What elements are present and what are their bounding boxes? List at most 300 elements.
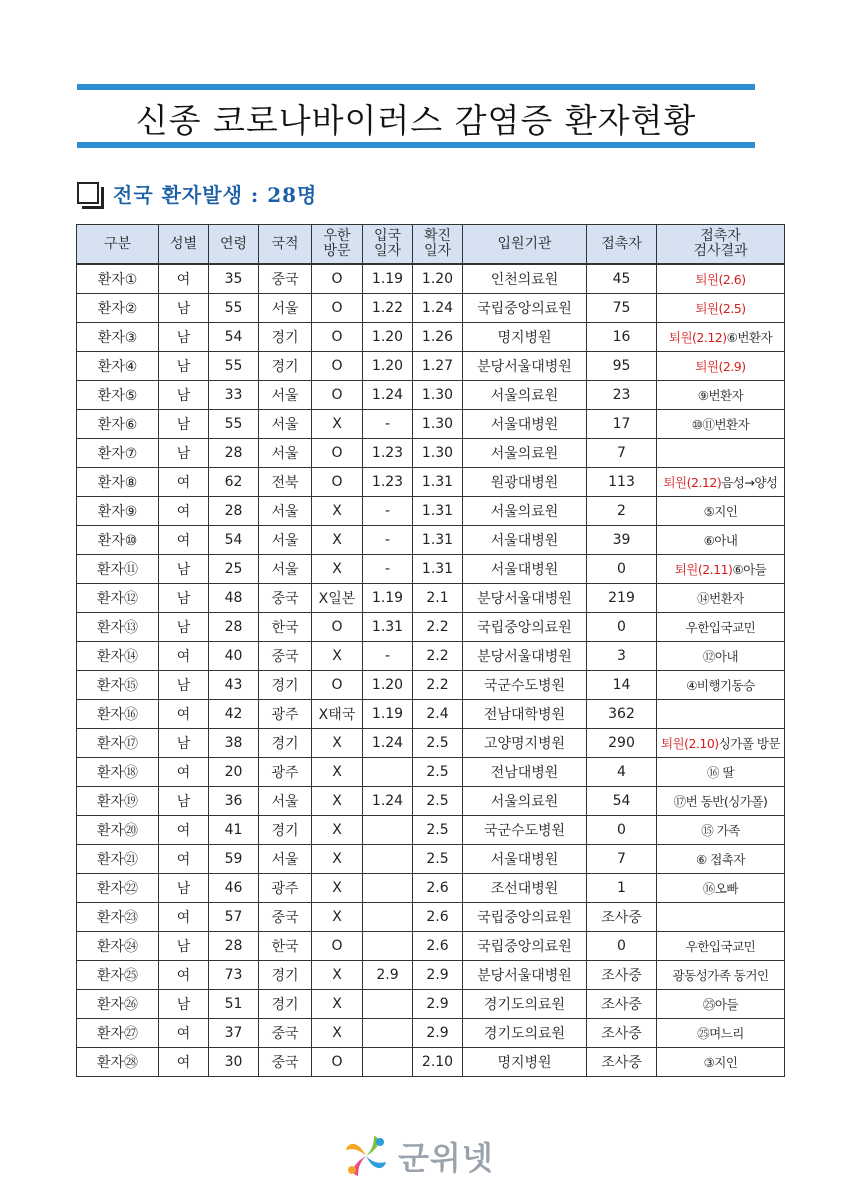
contacts-cell: 219	[587, 584, 657, 613]
contacts-cell: 0	[587, 932, 657, 961]
nationality-cell: 서울	[259, 555, 312, 584]
nationality-cell: 서울	[259, 787, 312, 816]
patient-id-cell: 환자㉔	[77, 932, 159, 961]
contact-note: 우한입국교민	[685, 939, 756, 954]
entry-date-cell: 1.23	[363, 468, 413, 497]
patient-id-cell: 환자㉑	[77, 845, 159, 874]
table-row	[77, 874, 785, 903]
sex-cell: 남	[159, 439, 209, 468]
age-cell: 55	[209, 352, 259, 381]
contacts-cell: 조사중	[587, 1048, 657, 1077]
age-cell: 46	[209, 874, 259, 903]
table-header-row	[77, 225, 785, 265]
discharge-status: 퇴원(2.5)	[695, 301, 746, 316]
wuhan-visit-cell: O	[312, 264, 363, 294]
sex-cell: 남	[159, 787, 209, 816]
confirm-date-cell: 1.30	[413, 410, 463, 439]
title-block	[77, 84, 755, 148]
entry-date-cell: 1.19	[363, 700, 413, 729]
nationality-cell: 경기	[259, 323, 312, 352]
age-cell: 73	[209, 961, 259, 990]
contacts-cell: 7	[587, 439, 657, 468]
wuhan-visit-cell: O	[312, 352, 363, 381]
age-cell: 28	[209, 439, 259, 468]
table-row	[77, 526, 785, 555]
sex-cell: 남	[159, 294, 209, 323]
confirm-date-cell: 2.6	[413, 874, 463, 903]
patient-id-cell: 환자⑲	[77, 787, 159, 816]
table-row	[77, 410, 785, 439]
contacts-cell: 0	[587, 613, 657, 642]
contact-note: ⑥아들	[732, 562, 767, 577]
patient-id-cell: 환자㉖	[77, 990, 159, 1019]
table-row	[77, 1019, 785, 1048]
patient-id-cell: 환자㉗	[77, 1019, 159, 1048]
table-row	[77, 729, 785, 758]
hospital-cell: 전남대병원	[463, 758, 587, 787]
sex-cell: 여	[159, 1048, 209, 1077]
entry-date-cell: 1.24	[363, 729, 413, 758]
column-header: 확진 일자	[413, 225, 463, 265]
age-cell: 55	[209, 410, 259, 439]
patient-id-cell: 환자⑤	[77, 381, 159, 410]
contacts-cell: 39	[587, 526, 657, 555]
entry-date-cell: -	[363, 410, 413, 439]
contacts-cell: 75	[587, 294, 657, 323]
wuhan-visit-cell: O	[312, 381, 363, 410]
table-row	[77, 961, 785, 990]
confirm-date-cell: 2.9	[413, 961, 463, 990]
page-title: 신종 코로나바이러스 감염증 환자현황	[135, 101, 697, 140]
hospital-cell: 명지병원	[463, 1048, 587, 1077]
contacts-cell: 조사중	[587, 961, 657, 990]
section-header	[77, 178, 317, 208]
contacts-cell: 290	[587, 729, 657, 758]
wuhan-visit-cell: O	[312, 613, 363, 642]
wuhan-visit-cell: X	[312, 729, 363, 758]
confirm-date-cell: 1.31	[413, 497, 463, 526]
wuhan-visit-cell: X	[312, 526, 363, 555]
confirm-date-cell: 1.31	[413, 526, 463, 555]
wuhan-visit-cell: X태국	[312, 700, 363, 729]
contacts-cell: 23	[587, 381, 657, 410]
confirm-date-cell: 1.20	[413, 264, 463, 294]
table-row	[77, 352, 785, 381]
sex-cell: 남	[159, 410, 209, 439]
table-row	[77, 990, 785, 1019]
table-row	[77, 903, 785, 932]
sex-cell: 여	[159, 497, 209, 526]
contact-result-cell	[657, 323, 785, 352]
nationality-cell: 중국	[259, 1048, 312, 1077]
entry-date-cell: 1.23	[363, 439, 413, 468]
age-cell: 38	[209, 729, 259, 758]
checkbox-icon	[77, 182, 99, 204]
wuhan-visit-cell: X	[312, 990, 363, 1019]
nationality-cell: 중국	[259, 264, 312, 294]
sex-cell: 여	[159, 264, 209, 294]
contacts-cell: 7	[587, 845, 657, 874]
discharge-status: 퇴원(2.11)	[674, 562, 733, 577]
contact-note: ⑥번환자	[726, 330, 773, 345]
contact-result-cell	[657, 671, 785, 700]
contact-result-cell	[657, 990, 785, 1019]
contact-result-cell	[657, 903, 785, 932]
age-cell: 40	[209, 642, 259, 671]
hospital-cell: 고양명지병원	[463, 729, 587, 758]
title-top-rule	[77, 84, 755, 90]
hospital-cell: 분당서울대병원	[463, 642, 587, 671]
confirm-date-cell: 1.26	[413, 323, 463, 352]
nationality-cell: 중국	[259, 642, 312, 671]
contacts-cell: 조사중	[587, 990, 657, 1019]
entry-date-cell	[363, 1019, 413, 1048]
nationality-cell: 서울	[259, 526, 312, 555]
nationality-cell: 중국	[259, 1019, 312, 1048]
patient-id-cell: 환자⑮	[77, 671, 159, 700]
patient-id-cell: 환자⑦	[77, 439, 159, 468]
contact-result-cell	[657, 468, 785, 497]
entry-date-cell	[363, 816, 413, 845]
patient-id-cell: 환자⑥	[77, 410, 159, 439]
patient-id-cell: 환자①	[77, 264, 159, 294]
hospital-cell: 명지병원	[463, 323, 587, 352]
entry-date-cell: 1.22	[363, 294, 413, 323]
entry-date-cell: 1.19	[363, 264, 413, 294]
sex-cell: 여	[159, 961, 209, 990]
column-header: 접촉자 검사결과	[657, 225, 785, 265]
contact-note: ⑥아내	[703, 533, 738, 548]
age-cell: 59	[209, 845, 259, 874]
age-cell: 43	[209, 671, 259, 700]
entry-date-cell	[363, 903, 413, 932]
entry-date-cell: -	[363, 497, 413, 526]
contact-note: 우한입국교민	[685, 620, 756, 635]
confirm-date-cell: 2.5	[413, 729, 463, 758]
age-cell: 57	[209, 903, 259, 932]
confirm-date-cell: 2.2	[413, 613, 463, 642]
entry-date-cell: 1.24	[363, 381, 413, 410]
hospital-cell: 국군수도병원	[463, 816, 587, 845]
hospital-cell: 서울대병원	[463, 845, 587, 874]
contact-result-cell	[657, 932, 785, 961]
confirm-date-cell: 1.24	[413, 294, 463, 323]
contacts-cell: 1	[587, 874, 657, 903]
contact-note: 싱가폴 방문	[718, 736, 781, 751]
patient-id-cell: 환자⑨	[77, 497, 159, 526]
sex-cell: 남	[159, 990, 209, 1019]
entry-date-cell	[363, 845, 413, 874]
entry-date-cell: 1.31	[363, 613, 413, 642]
confirm-date-cell: 2.2	[413, 642, 463, 671]
age-cell: 28	[209, 613, 259, 642]
entry-date-cell: 2.9	[363, 961, 413, 990]
contact-result-cell	[657, 439, 785, 468]
nationality-cell: 경기	[259, 729, 312, 758]
hospital-cell: 국립중앙의료원	[463, 613, 587, 642]
table-row	[77, 497, 785, 526]
wuhan-visit-cell: X	[312, 874, 363, 903]
column-header: 성별	[159, 225, 209, 265]
entry-date-cell	[363, 758, 413, 787]
table-row	[77, 932, 785, 961]
contact-note: ㉕며느리	[697, 1026, 744, 1041]
confirm-date-cell: 2.1	[413, 584, 463, 613]
hospital-cell: 서울의료원	[463, 497, 587, 526]
hospital-cell: 분당서울대병원	[463, 352, 587, 381]
contacts-cell: 54	[587, 787, 657, 816]
contact-result-cell	[657, 787, 785, 816]
table-row	[77, 671, 785, 700]
patient-id-cell: 환자⑬	[77, 613, 159, 642]
contacts-cell: 4	[587, 758, 657, 787]
contact-note: ⑯오빠	[702, 881, 739, 896]
column-header: 연령	[209, 225, 259, 265]
wuhan-visit-cell: O	[312, 671, 363, 700]
contact-result-cell	[657, 758, 785, 787]
age-cell: 33	[209, 381, 259, 410]
patient-id-cell: 환자⑰	[77, 729, 159, 758]
wuhan-visit-cell: O	[312, 932, 363, 961]
nationality-cell: 한국	[259, 613, 312, 642]
confirm-date-cell: 1.30	[413, 439, 463, 468]
entry-date-cell	[363, 1048, 413, 1077]
contact-result-cell	[657, 410, 785, 439]
contact-result-cell	[657, 584, 785, 613]
wuhan-visit-cell: X	[312, 903, 363, 932]
discharge-status: 퇴원(2.10)	[660, 736, 719, 751]
entry-date-cell: 1.20	[363, 671, 413, 700]
contact-note: ⑫아내	[702, 649, 739, 664]
table-row	[77, 381, 785, 410]
nationality-cell: 광주	[259, 874, 312, 903]
nationality-cell: 한국	[259, 932, 312, 961]
confirm-date-cell: 1.31	[413, 468, 463, 497]
sex-cell: 여	[159, 816, 209, 845]
sex-cell: 여	[159, 526, 209, 555]
contact-result-cell	[657, 845, 785, 874]
contacts-cell: 조사중	[587, 903, 657, 932]
nationality-cell: 중국	[259, 903, 312, 932]
column-header: 우한 방문	[312, 225, 363, 265]
table-row	[77, 584, 785, 613]
contact-note: ㉕아들	[702, 997, 739, 1012]
age-cell: 42	[209, 700, 259, 729]
column-header: 국적	[259, 225, 312, 265]
contacts-cell: 0	[587, 816, 657, 845]
nationality-cell: 경기	[259, 671, 312, 700]
wuhan-visit-cell: O	[312, 1048, 363, 1077]
contact-result-cell	[657, 613, 785, 642]
hospital-cell: 분당서울대병원	[463, 584, 587, 613]
patient-id-cell: 환자③	[77, 323, 159, 352]
table-row	[77, 439, 785, 468]
contacts-cell: 17	[587, 410, 657, 439]
confirm-date-cell: 2.6	[413, 932, 463, 961]
entry-date-cell: -	[363, 526, 413, 555]
patient-id-cell: 환자⑪	[77, 555, 159, 584]
contacts-cell: 2	[587, 497, 657, 526]
wuhan-visit-cell: X	[312, 845, 363, 874]
wuhan-visit-cell: X일본	[312, 584, 363, 613]
table-row	[77, 294, 785, 323]
sex-cell: 남	[159, 932, 209, 961]
entry-date-cell	[363, 932, 413, 961]
sex-cell: 남	[159, 352, 209, 381]
nationality-cell: 경기	[259, 990, 312, 1019]
contact-result-cell	[657, 961, 785, 990]
contact-result-cell	[657, 1048, 785, 1077]
contacts-cell: 45	[587, 264, 657, 294]
hospital-cell: 국군수도병원	[463, 671, 587, 700]
sex-cell: 여	[159, 642, 209, 671]
sex-cell: 여	[159, 1019, 209, 1048]
contact-result-cell	[657, 874, 785, 903]
patient-id-cell: 환자⑭	[77, 642, 159, 671]
entry-date-cell	[363, 874, 413, 903]
wuhan-visit-cell: O	[312, 294, 363, 323]
contact-note: ⑨번환자	[697, 388, 744, 403]
contact-result-cell	[657, 294, 785, 323]
patient-table	[76, 224, 785, 1077]
contact-note: ⑰번 동반(싱가폴)	[673, 794, 768, 809]
sex-cell: 여	[159, 903, 209, 932]
age-cell: 51	[209, 990, 259, 1019]
hospital-cell: 국립중앙의료원	[463, 903, 587, 932]
sex-cell: 여	[159, 468, 209, 497]
confirm-date-cell: 2.10	[413, 1048, 463, 1077]
pinwheel-logo-icon	[340, 1130, 392, 1182]
patient-id-cell: 환자㉘	[77, 1048, 159, 1077]
contact-note: 음성→양성	[721, 475, 778, 490]
column-header: 접촉자	[587, 225, 657, 265]
patient-id-cell: 환자⑩	[77, 526, 159, 555]
wuhan-visit-cell: X	[312, 497, 363, 526]
contact-result-cell	[657, 555, 785, 584]
discharge-status: 퇴원(2.12)	[668, 330, 727, 345]
entry-date-cell: 1.20	[363, 352, 413, 381]
discharge-status: 퇴원(2.9)	[695, 359, 746, 374]
contacts-cell: 16	[587, 323, 657, 352]
contact-note: ③지인	[703, 1055, 738, 1070]
wuhan-visit-cell: X	[312, 555, 363, 584]
hospital-cell: 경기도의료원	[463, 990, 587, 1019]
wuhan-visit-cell: O	[312, 439, 363, 468]
sex-cell: 남	[159, 729, 209, 758]
contact-result-cell	[657, 1019, 785, 1048]
table-body	[77, 264, 785, 1077]
hospital-cell: 서울대병원	[463, 555, 587, 584]
hospital-cell: 조선대병원	[463, 874, 587, 903]
confirm-date-cell: 1.31	[413, 555, 463, 584]
age-cell: 41	[209, 816, 259, 845]
contact-note: ⑭번환자	[697, 591, 744, 606]
section-title: 전국 환자발생 : 28명	[113, 182, 318, 207]
confirm-date-cell: 2.9	[413, 990, 463, 1019]
age-cell: 25	[209, 555, 259, 584]
age-cell: 28	[209, 932, 259, 961]
contacts-cell: 14	[587, 671, 657, 700]
contact-result-cell	[657, 642, 785, 671]
confirm-date-cell: 2.2	[413, 671, 463, 700]
table-row	[77, 845, 785, 874]
wuhan-visit-cell: O	[312, 323, 363, 352]
contact-note: 광동성가족 동거인	[672, 968, 769, 983]
nationality-cell: 서울	[259, 439, 312, 468]
nationality-cell: 경기	[259, 352, 312, 381]
contacts-cell: 0	[587, 555, 657, 584]
confirm-date-cell: 2.4	[413, 700, 463, 729]
nationality-cell: 서울	[259, 845, 312, 874]
column-header: 입국 일자	[363, 225, 413, 265]
age-cell: 62	[209, 468, 259, 497]
hospital-cell: 서울대병원	[463, 526, 587, 555]
sex-cell: 남	[159, 381, 209, 410]
discharge-status: 퇴원(2.6)	[695, 272, 746, 287]
entry-date-cell: 1.24	[363, 787, 413, 816]
age-cell: 48	[209, 584, 259, 613]
wuhan-visit-cell: O	[312, 468, 363, 497]
nationality-cell: 서울	[259, 294, 312, 323]
hospital-cell: 국립중앙의료원	[463, 932, 587, 961]
confirm-date-cell: 2.9	[413, 1019, 463, 1048]
nationality-cell: 광주	[259, 700, 312, 729]
confirm-date-cell: 1.27	[413, 352, 463, 381]
entry-date-cell: 1.20	[363, 323, 413, 352]
contacts-cell: 113	[587, 468, 657, 497]
age-cell: 54	[209, 323, 259, 352]
table-row	[77, 787, 785, 816]
confirm-date-cell: 2.5	[413, 816, 463, 845]
patient-id-cell: 환자④	[77, 352, 159, 381]
contacts-cell: 362	[587, 700, 657, 729]
table-row	[77, 323, 785, 352]
nationality-cell: 서울	[259, 497, 312, 526]
contact-note: ⑤지인	[703, 504, 738, 519]
sex-cell: 여	[159, 845, 209, 874]
entry-date-cell: -	[363, 642, 413, 671]
nationality-cell: 서울	[259, 381, 312, 410]
contact-note: ④비행기동승	[686, 678, 755, 693]
hospital-cell: 원광대병원	[463, 468, 587, 497]
patient-id-cell: 환자②	[77, 294, 159, 323]
patient-id-cell: 환자⑳	[77, 816, 159, 845]
age-cell: 54	[209, 526, 259, 555]
wuhan-visit-cell: X	[312, 642, 363, 671]
contact-result-cell	[657, 497, 785, 526]
confirm-date-cell: 1.30	[413, 381, 463, 410]
age-cell: 28	[209, 497, 259, 526]
entry-date-cell	[363, 990, 413, 1019]
patient-id-cell: 환자㉕	[77, 961, 159, 990]
entry-date-cell: 1.19	[363, 584, 413, 613]
sex-cell: 남	[159, 584, 209, 613]
contact-result-cell	[657, 700, 785, 729]
patient-id-cell: 환자㉓	[77, 903, 159, 932]
sex-cell: 여	[159, 758, 209, 787]
wuhan-visit-cell: X	[312, 787, 363, 816]
patient-id-cell: 환자⑧	[77, 468, 159, 497]
table-row	[77, 468, 785, 497]
contact-note: ⑥ 접촉자	[696, 852, 745, 867]
column-header: 구분	[77, 225, 159, 265]
table-row	[77, 642, 785, 671]
hospital-cell: 경기도의료원	[463, 1019, 587, 1048]
wuhan-visit-cell: X	[312, 758, 363, 787]
age-cell: 20	[209, 758, 259, 787]
sex-cell: 남	[159, 323, 209, 352]
contact-result-cell	[657, 352, 785, 381]
